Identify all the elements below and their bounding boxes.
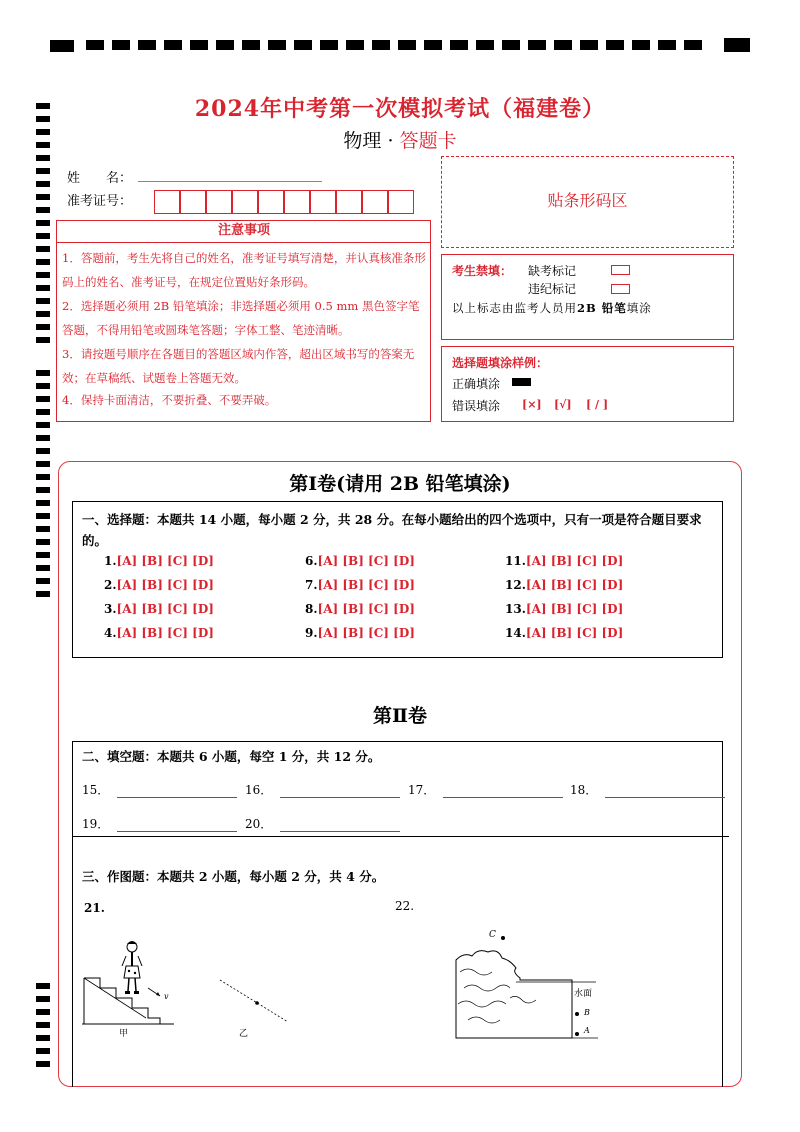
point-c-label: C [489, 930, 496, 940]
ban-heading: 考生禁填： [452, 264, 513, 278]
notice-item-2: 2．选择题必须用 2B 铅笔填涂；非选择题必须用 0.5 mm 黑色签字笔答题，不得用铅笔或圆珠笔答题；字体工整、笔迹清晰。 [62, 299, 420, 337]
barcode-label: 贴条形码区 [547, 191, 628, 210]
wrong-label: 错误填涂 [452, 399, 501, 413]
page-title: 2024年中考第一次模拟考试（福建卷） [194, 96, 606, 122]
stairs-figure [82, 938, 182, 1028]
correct-label: 正确填涂 [452, 377, 501, 391]
dashed-line-figure [218, 978, 292, 1024]
water-surface-label: 水面 [574, 989, 593, 999]
draw-heading: 三、作图题：本题共 2 小题，每小题 2 分，共 4 分。 [82, 869, 385, 884]
wrong-mark-2: [√] [554, 398, 572, 411]
figure-a-caption: 甲 [119, 1029, 129, 1039]
notice-item-3: 3．请按题号顺序在各题目的答题区域内作答，超出区域书写的答案无效；在草稿纸、试题卷上答题无效。 [62, 347, 415, 385]
fill-blank-15[interactable]: 15． [82, 781, 237, 798]
mc-question[interactable]: 8.[A] [B] [C] [D] [305, 602, 415, 616]
id-label: 准考证号： [67, 194, 133, 209]
fill-heading: 二、填空题：本题共 6 小题，每空 1 分，共 12 分。 [82, 749, 381, 764]
notice-item-1: 1．答题前，考生先将自己的姓名，准考证号填写清楚，并认真核准条形码上的姓名、准考证号，在规定位置贴好条形码。 [62, 251, 426, 289]
subject: 物理 [343, 130, 382, 152]
page-subtitle [0, 126, 800, 153]
point-a-label: A [584, 1026, 590, 1035]
part1-title: 第Ⅰ卷(请用 2B 铅笔填涂) [289, 473, 511, 495]
mc-question[interactable]: 3.[A] [B] [C] [D] [104, 602, 214, 616]
part1-instruction: 一、选择题：本题共 14 小题，每小题 2 分，共 28 分。在每小题给出的四个选项中，只有一项是符合题目要求的。 [82, 512, 702, 548]
card-label: 答题卡 [399, 130, 457, 152]
fill-blank-16[interactable]: 16． [245, 781, 400, 798]
violation-mark-box[interactable] [611, 284, 630, 294]
mc-question[interactable]: 9.[A] [B] [C] [D] [305, 626, 415, 640]
fill-blank-19[interactable]: 19． [82, 815, 237, 832]
mc-question[interactable]: 1.[A] [B] [C] [D] [104, 554, 214, 568]
mc-question[interactable]: 11.[A] [B] [C] [D] [505, 554, 624, 568]
name-field[interactable] [138, 181, 322, 182]
correct-fill-sample [512, 378, 531, 386]
q22-label: 22. [395, 899, 415, 913]
separator-dot: · [387, 130, 394, 152]
section-divider [72, 836, 729, 837]
mc-question[interactable]: 2.[A] [B] [C] [D] [104, 578, 214, 592]
figure-b-caption: 乙 [239, 1029, 249, 1039]
fill-blank-18[interactable]: 18． [570, 781, 725, 798]
notice-heading: 注意事项 [57, 220, 431, 243]
point-b-label: B [584, 1008, 590, 1017]
sample-heading: 选择题填涂样例： [452, 356, 549, 370]
ban-note: 以上标志由监考人员用2B 铅笔填涂 [452, 301, 652, 315]
mc-question[interactable]: 6.[A] [B] [C] [D] [305, 554, 415, 568]
wrong-mark-3: [ / ] [586, 398, 609, 411]
fill-blank-20[interactable]: 20． [245, 815, 400, 832]
name-label: 姓 名： [67, 171, 133, 186]
absent-mark-box[interactable] [611, 265, 630, 275]
part2-title: 第Ⅱ卷 [372, 705, 427, 727]
velocity-label: v [164, 992, 169, 1001]
mc-question[interactable]: 4.[A] [B] [C] [D] [104, 626, 214, 640]
violation-label: 违纪标记 [528, 282, 577, 296]
mc-question[interactable]: 13.[A] [B] [C] [D] [505, 602, 624, 616]
mc-question[interactable]: 14.[A] [B] [C] [D] [505, 626, 624, 640]
q21-label: 21. [84, 901, 105, 915]
mc-question[interactable]: 12.[A] [B] [C] [D] [505, 578, 624, 592]
fill-blank-17[interactable]: 17． [408, 781, 563, 798]
absent-label: 缺考标记 [528, 264, 577, 278]
wrong-mark-1: [×] [522, 398, 542, 411]
mc-question[interactable]: 7.[A] [B] [C] [D] [305, 578, 415, 592]
notice-item-4: 4．保持卡面清洁，不要折叠、不要弄破。 [62, 393, 277, 407]
